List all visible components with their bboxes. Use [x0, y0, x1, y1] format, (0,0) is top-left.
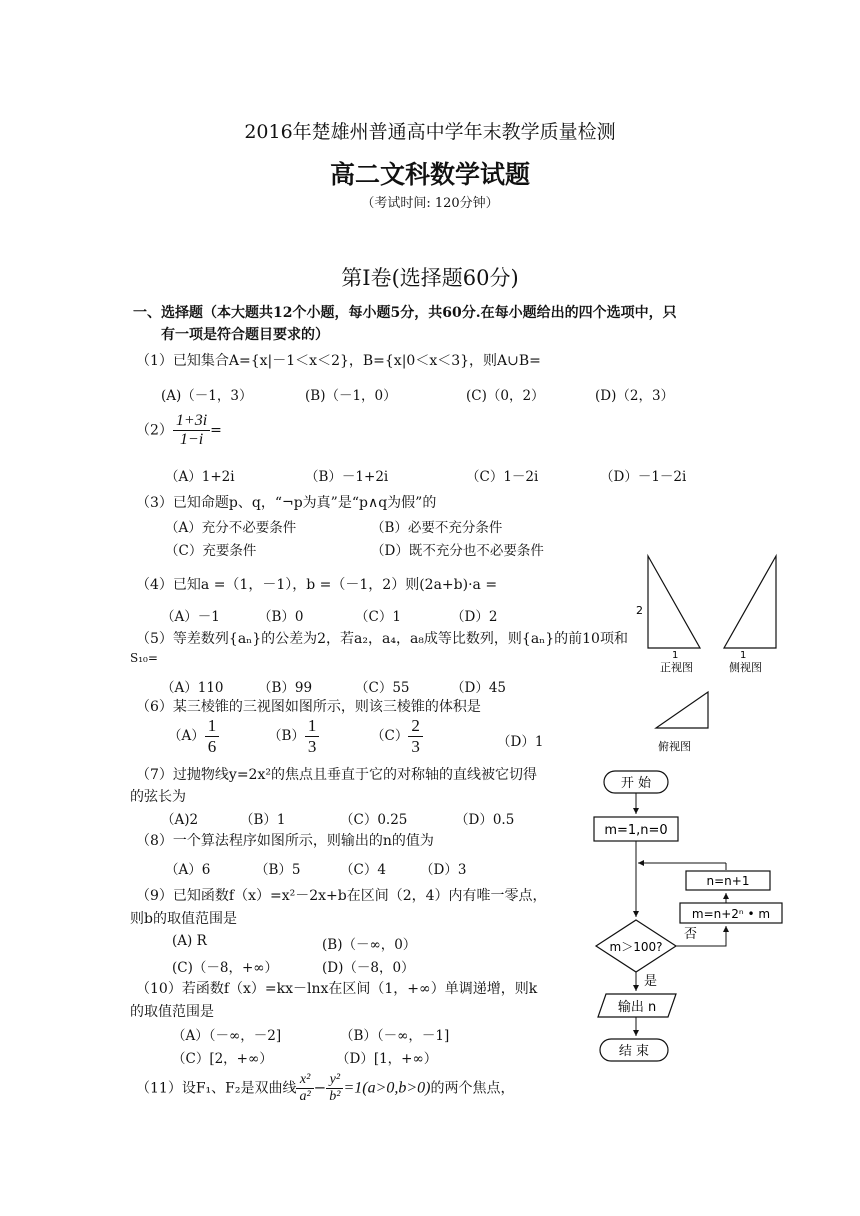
part-heading: 第Ⅰ卷(选择题60分): [341, 266, 519, 290]
side-base-label: 1: [740, 650, 747, 661]
exam-time: （考试时间: 120分钟）: [361, 196, 499, 211]
q3-option-c: （C）充要条件: [165, 543, 257, 559]
top-view-label: 俯视图: [658, 740, 691, 753]
front-base-label: 1: [672, 650, 679, 661]
flowchart-figure: [580, 765, 790, 1065]
q6-c-den: 3: [411, 737, 420, 756]
q2-denominator: 1−i: [179, 431, 204, 448]
q9-option-a: (A) R: [172, 933, 207, 949]
section-instruction-cont: 有一项是符合题目要求的）: [161, 327, 329, 343]
q6-a-num: 1: [205, 716, 220, 737]
q5-option-c: （C）55: [355, 680, 410, 696]
side-view-label: 侧视图: [729, 661, 762, 674]
q11-x-num: x²: [296, 1072, 313, 1089]
exam-title: 2016年楚雄州普通高中学年末教学质量检测: [244, 121, 616, 143]
q6-c-fraction: [408, 716, 423, 757]
q2-stem: [136, 412, 222, 449]
q5-stem: （5）等差数列{aₙ}的公差为2，若a₂，a₄，a₈成等比数列，则{aₙ}的前10项和: [136, 631, 628, 647]
q9-stem-cont: 则b的取值范围是: [130, 911, 237, 927]
q2-option-c: （C）1－2i: [466, 469, 539, 485]
step-n-text: n=n+1: [706, 874, 750, 888]
q6-b-fraction: [305, 716, 320, 757]
q11-stem: [136, 1072, 515, 1105]
q1-option-b: (B)（－1，0）: [305, 388, 397, 404]
q3-option-d: （D）既不充分也不必要条件: [371, 543, 544, 559]
q2-fraction: [173, 412, 210, 449]
end-text: 结 束: [618, 1044, 650, 1059]
q9-option-c: (C)（－8，+∞）: [172, 960, 279, 976]
q7-stem: （7）过抛物线y=2x²的焦点且垂直于它的对称轴的直线被它切得: [136, 767, 537, 783]
q6-c-label: （C）: [371, 728, 409, 744]
q11-equation-tail: =1(a>0,b>0): [343, 1079, 431, 1097]
q1-option-a: (A)（－1，3）: [161, 388, 253, 404]
q11-x-den: a²: [299, 1089, 311, 1104]
q8-stem: （8）一个算法程序如图所示，则输出的n的值为: [136, 833, 434, 849]
section-instruction: 一、选择题（本大题共12个小题，每小题5分，共60分.在每小题给出的四个选项中，只: [133, 305, 677, 321]
q4-stem: （4）已知a =（1，－1），b =（－1，2）则(2a+b)·a =: [136, 577, 498, 593]
q10-option-c: （C）[2，+∞）: [172, 1051, 273, 1067]
q6-stem: （6）某三棱锥的三视图如图所示，则该三棱锥的体积是: [136, 699, 481, 715]
q10-option-a: （A）（－∞，－2]: [172, 1028, 282, 1044]
q9-option-b: (B)（－∞，0）: [322, 937, 417, 953]
top-view-triangle: [656, 692, 708, 728]
q7-stem-cont: 的弦长为: [130, 789, 186, 805]
q5-option-d: （D）45: [451, 680, 507, 696]
q1-option-d: (D)（2，3）: [595, 388, 675, 404]
front-view-label: 正视图: [660, 661, 693, 674]
q11-y-num: y²: [326, 1072, 343, 1089]
q11-tail: 的两个焦点，: [430, 1080, 515, 1097]
q6-option-d: （D）1: [497, 734, 544, 750]
q6-c-num: 2: [408, 716, 423, 737]
q11-lead: （11）设F₁、F₂是双曲线: [136, 1080, 297, 1097]
decision-text: m＞100?: [609, 940, 663, 954]
q1-option-c: (C)（0，2）: [466, 388, 545, 404]
q6-option-c: [371, 716, 423, 757]
q11-minus: −: [313, 1078, 327, 1097]
q7-option-a: （A)2: [161, 812, 199, 828]
side-view-triangle: [724, 556, 776, 648]
q2-numerator: 1+3i: [173, 412, 210, 431]
q3-option-a: （A）充分不必要条件: [165, 520, 297, 536]
q2-equals: =: [210, 422, 222, 439]
q11-y-den: b²: [329, 1089, 341, 1104]
q11-x-fraction: [296, 1072, 313, 1105]
q4-option-b: （B）0: [258, 609, 304, 625]
no-label: 否: [684, 927, 698, 942]
q6-b-num: 1: [305, 716, 320, 737]
q9-option-d: (D)（－8，0）: [322, 960, 415, 976]
q5-stem-cont: S₁₀=: [130, 651, 158, 665]
q10-stem-cont: 的取值范围是: [130, 1004, 214, 1020]
q6-a-label: （A）: [168, 728, 205, 744]
q6-b-den: 3: [307, 737, 317, 756]
q4-option-d: （D）2: [451, 609, 498, 625]
q6-option-b: [268, 716, 319, 757]
yes-label: 是: [644, 974, 658, 989]
q2-option-b: （B）－1+2i: [305, 469, 389, 485]
q2-number: （2）: [136, 422, 173, 439]
q8-option-c: （C）4: [340, 862, 386, 878]
q4-option-a: （A）－1: [161, 609, 220, 625]
output-text: 输出 n: [617, 1000, 657, 1015]
init-text: m=1,n=0: [604, 823, 668, 838]
q1-stem: （1）已知集合A={x|－1＜x＜2}，B={x|0＜x＜3}，则A∪B=: [136, 353, 541, 369]
q8-option-b: （B）5: [255, 862, 301, 878]
q10-stem: （10）若函数f（x）=kx－lnx在区间（1，+∞）单调递增，则k: [136, 981, 538, 997]
start-text: 开 始: [620, 776, 652, 791]
q6-a-den: 6: [207, 737, 217, 756]
step-m-text: m=n+2ⁿ • m: [691, 907, 771, 921]
q7-option-d: （D）0.5: [455, 812, 515, 828]
q10-option-d: （D）[1，+∞）: [336, 1051, 438, 1067]
three-view-figure: [628, 550, 788, 760]
q5-option-a: （A）110: [161, 680, 224, 696]
q11-y-fraction: [326, 1072, 343, 1105]
height-label: 2: [636, 604, 643, 617]
q2-option-a: （A）1+2i: [165, 469, 235, 485]
exam-subject: 高二文科数学试题: [329, 160, 530, 189]
q7-option-b: （B）1: [240, 812, 286, 828]
q2-option-d: （D）－1－2i: [600, 469, 687, 485]
q8-option-d: （D）3: [420, 862, 467, 878]
q6-b-label: （B）: [268, 728, 305, 744]
q10-option-b: （B）（－∞，－1]: [340, 1028, 450, 1044]
front-view-triangle: [648, 556, 700, 648]
q9-stem: （9）已知函数f（x）=x²－2x+b在区间（2，4）内有唯一零点，: [136, 888, 547, 904]
q3-stem: （3）已知命题p、q，“¬p为真”是“p∧q为假”的: [136, 495, 437, 511]
q3-option-b: （B）必要不充分条件: [371, 520, 503, 536]
q8-option-a: （A）6: [165, 862, 211, 878]
q7-option-c: （C）0.25: [340, 812, 408, 828]
q6-a-fraction: [205, 716, 220, 757]
q4-option-c: （C）1: [355, 609, 401, 625]
q5-option-b: （B）99: [258, 680, 313, 696]
q6-option-a: [168, 716, 219, 757]
